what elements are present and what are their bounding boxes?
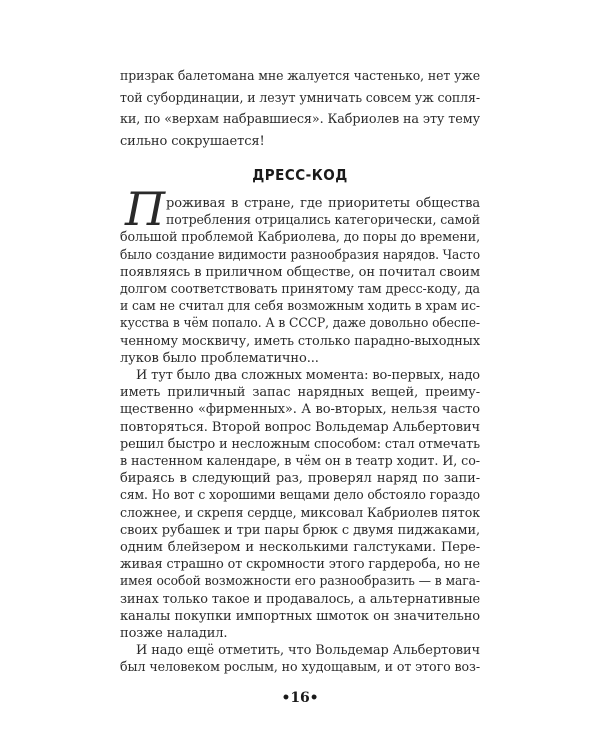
p2-line-2: иметь приличный запас нарядных вещей, преиму- <box>120 385 481 401</box>
intro-line-4: сильно сокрушается! <box>120 134 265 150</box>
text-line-28: зинах только такое и продавалось, а альтернативные <box>120 591 480 607</box>
p1-line-7: и сам не считал для себя возможным ходить в храм ис- <box>120 299 480 315</box>
drop-cap: П <box>125 182 166 236</box>
page-number: •16• <box>281 690 319 706</box>
p2-line-11: одним блейзером и несколькими галстуками. Пере- <box>120 540 480 555</box>
p1-line-6: долгом соответствовать принятому там дресс-коду, да <box>120 282 480 297</box>
p2-line-12: живая страшно от скромности этого гардероба, но не <box>120 557 480 573</box>
intro-line-2: той субординации, и лезут умничать совсем уж сопля- <box>120 90 481 106</box>
p1-line-4: было создание видимости разнообразия нарядов. Часто <box>120 247 480 263</box>
p2-line-8: сям. Но вот с хорошими вещами дело обстояло гораздо <box>120 488 481 504</box>
p1-line-5: появляясь в приличном обществе, он почитал своим <box>120 264 480 280</box>
text-line-27: имея особой возможности его разнообразить — в мага- <box>120 574 481 590</box>
text-line-30: позже наладил. <box>120 626 228 641</box>
text-line-29: каналы покупки импортных шмоток он значительно <box>120 608 480 624</box>
p1-line-1: роживая в стране, где приоритеты общества <box>166 196 480 211</box>
p2-line-1: И тут было два сложных момента: во-первых, надо <box>136 368 480 383</box>
p2-line-9: сложнее, и скрепя сердце, миксовал Кабриолев пяток <box>120 505 480 521</box>
p2-line-6: в настенном календаре, в чём он в театр ходит. И, со- <box>120 454 481 469</box>
p2-line-7: бираясь в следующий раз, проверял наряд по запи- <box>120 471 480 487</box>
intro-line-3: ки, по «верхам набравшиеся». Кабриолев на эту тему <box>120 112 481 128</box>
intro-line-1: призрак балетомана мне жалуется частенько, нет уже <box>120 69 481 84</box>
p2-line-4: повторяться. Второй вопрос Вольдемар Альбертович <box>120 419 480 435</box>
p1-line-8: кусства в чём попало. А в СССР, даже довольно обеспе- <box>120 316 480 332</box>
text-line-31: И надо ещё отметить, что Вольдемар Альбертович <box>136 643 480 659</box>
p1-line-10: луков было проблематично... <box>120 350 319 366</box>
section-title: ДРЕСС-КОД <box>252 166 348 184</box>
p2-line-5: решил быстро и несложным способом: стал отмечать <box>120 436 481 452</box>
p2-line-10: своих рубашек и три пары брюк с двумя пиджаками, <box>120 522 480 538</box>
p1-line-3: большой проблемой Кабриолева, до поры до времени, <box>120 230 481 246</box>
p1-line-2: потребления отрицались категорически, самой <box>166 213 480 229</box>
text-line-32: был человеком рослым, но худощавым, и от этого воз- <box>120 660 481 676</box>
p2-line-3: щественно «фирменных». А во-вторых, нельзя часто <box>120 402 480 418</box>
p1-line-9: ченному москвичу, иметь столько парадно-выходных <box>120 333 480 349</box>
